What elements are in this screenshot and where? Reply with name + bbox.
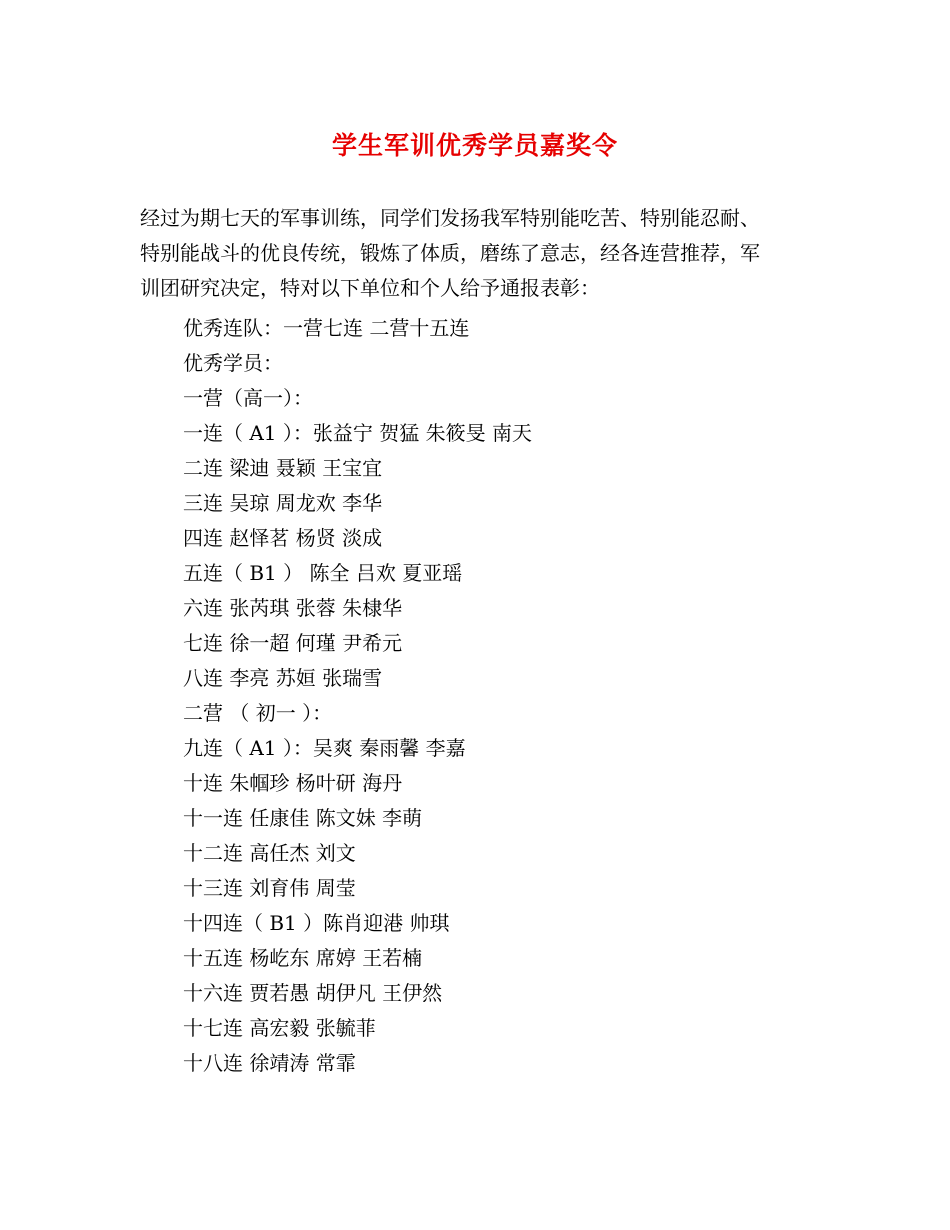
company-line: 九连（ A1 ）：吴爽 秦雨馨 李嘉 bbox=[183, 736, 466, 760]
company-line: 十四连（ B1 ）陈肖迎港 帅琪 bbox=[183, 911, 450, 935]
company-line: 十一连 任康佳 陈文妹 李萌 bbox=[183, 806, 423, 830]
intro-line: 训团研究决定，特对以下单位和个人给予通报表彰： bbox=[140, 276, 600, 300]
battalion-heading: 二营 （ 初一 ）： bbox=[183, 701, 333, 725]
document-title: 学生军训优秀学员嘉奖令 bbox=[331, 131, 618, 160]
company-line: 十八连 徐靖涛 常霏 bbox=[183, 1051, 356, 1075]
excellent-trainees-heading: 优秀学员： bbox=[183, 351, 283, 375]
company-line: 五连（ B1 ） 陈全 吕欢 夏亚瑶 bbox=[183, 561, 463, 585]
intro-line: 经过为期七天的军事训练，同学们发扬我军特别能吃苦、特别能忍耐、 bbox=[140, 206, 760, 230]
company-line: 十六连 贾若愚 胡伊凡 王伊然 bbox=[183, 981, 443, 1005]
company-line: 十连 朱帼珍 杨叶研 海丹 bbox=[183, 771, 403, 795]
company-line: 十五连 杨屹东 席婷 王若楠 bbox=[183, 946, 423, 970]
company-line: 四连 赵怿茗 杨贤 淡成 bbox=[183, 526, 383, 550]
company-line: 十三连 刘育伟 周莹 bbox=[183, 876, 356, 900]
award-list bbox=[183, 311, 532, 1081]
company-line: 一连（ A1 ）：张益宁 贺猛 朱筱旻 南天 bbox=[183, 421, 532, 445]
excellent-company-line: 优秀连队：一营七连 二营十五连 bbox=[183, 316, 470, 340]
company-line: 八连 李亮 苏姮 张瑞雪 bbox=[183, 666, 383, 690]
intro-paragraph bbox=[140, 201, 820, 306]
battalion-heading: 一营（高一）： bbox=[183, 386, 313, 410]
company-line: 十二连 高任杰 刘文 bbox=[183, 841, 356, 865]
company-line: 六连 张芮琪 张蓉 朱棣华 bbox=[183, 596, 403, 620]
company-line: 三连 吴琼 周龙欢 李华 bbox=[183, 491, 383, 515]
intro-line: 特别能战斗的优良传统，锻炼了体质，磨练了意志，经各连营推荐，军 bbox=[140, 241, 760, 265]
company-line: 二连 梁迪 聂颖 王宝宜 bbox=[183, 456, 383, 480]
company-line: 七连 徐一超 何瑾 尹希元 bbox=[183, 631, 403, 655]
company-line: 十七连 高宏毅 张毓菲 bbox=[183, 1016, 376, 1040]
